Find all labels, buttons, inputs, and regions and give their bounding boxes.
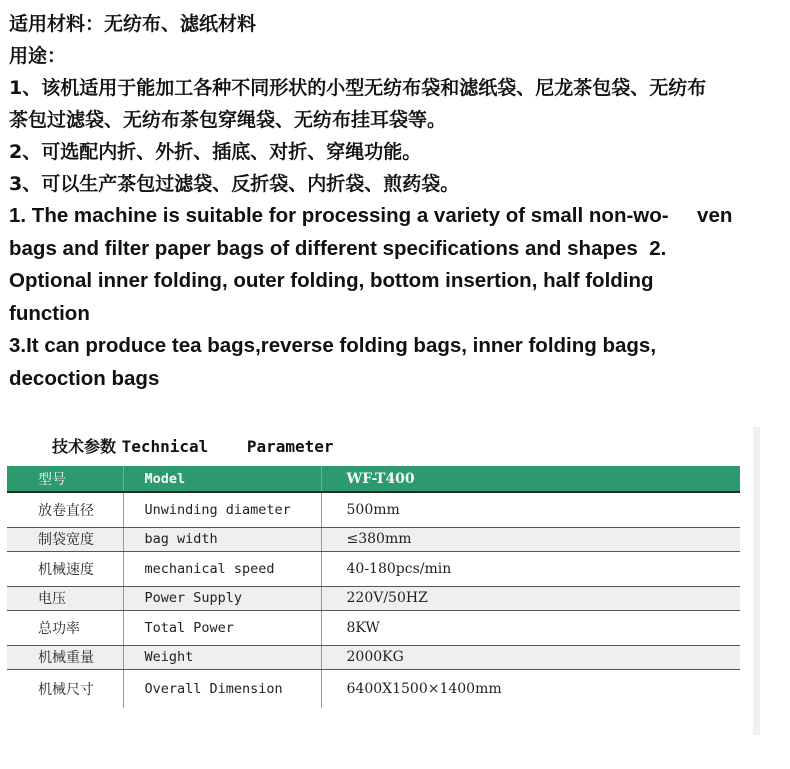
spec-row [7,527,740,551]
spec-section-title [52,434,334,457]
spec-row-en: bag width [123,527,321,551]
spec-row-en: Weight [123,645,321,669]
spec-row [7,645,740,669]
header-model-value: WF-T400 [321,466,740,492]
materials-line: 适用材料：无纺布、滤纸材料 [9,13,257,35]
english-description-line-4: function [9,301,90,325]
header-cn: 型号 [7,466,123,492]
spec-row-value: 220V/50HZ [321,586,740,610]
spec-title-en: Technical Parameter [121,437,334,456]
spec-row-value: 40-180pcs/min [321,551,740,586]
spec-row [7,492,740,527]
english-description-line-2: bags and filter paper bags of different specifications and shapes 2. [9,236,667,260]
spec-row-en: Overall Dimension [123,669,321,708]
spec-row-value: 6400X1500×1400mm [346,680,502,697]
spec-row-value: 2000KG [321,645,740,669]
usage-item-3: 3、可以生产茶包过滤袋、反折袋、内折袋、煎药袋。 [9,173,460,195]
spec-title-cn: 技术参数 [52,437,117,456]
spec-header-row [7,466,740,492]
english-description-line-1: 1. The machine is suitable for processing a variety of small non-wo- ven [9,204,733,227]
spec-row-value: 8KW [321,610,740,645]
usage-item-2: 2、可选配内折、外折、插底、对折、穿绳功能。 [9,141,422,163]
spec-row-en: Total Power [123,610,321,645]
spec-row-en: Unwinding diameter [123,492,321,527]
spec-row-cn: 总功率 [7,610,123,645]
spec-row-cn: 机械重量 [7,645,123,669]
header-en: Model [123,466,321,492]
spec-row [7,551,740,586]
spec-row-cn: 放卷直径 [7,492,123,527]
spec-row-cn: 机械速度 [7,551,123,586]
spec-row [7,586,740,610]
usage-item-1-continued: 茶包过滤袋、无纺布茶包穿绳袋、无纺布挂耳袋等。 [9,109,447,131]
spec-row-cn: 电压 [7,586,123,610]
spec-table [7,466,740,708]
spec-row-cn: 机械尺寸 [7,669,123,708]
english-description-line-3: Optional inner folding, outer folding, bottom insertion, half folding [9,269,654,292]
spec-row-en: mechanical speed [123,551,321,586]
usage-heading: 用途： [9,45,67,67]
usage-item-1: 1、该机适用于能加工各种不同形状的小型无纺布袋和滤纸袋、尼龙茶包袋、无纺布 [9,77,707,99]
spec-row [7,669,740,708]
english-description-line-6: decoction bags [9,366,160,390]
spec-row [7,610,740,645]
spec-row-cn: 制袋宽度 [7,527,123,551]
spec-row-value: 500mm [321,492,740,527]
english-description-line-5: 3.It can produce tea bags,reverse folding bags, inner folding bags, [9,334,657,357]
spec-row-en: Power Supply [123,586,321,610]
spec-row-value: ≤380mm [321,527,740,551]
product-description [9,8,784,395]
decorative-divider [753,427,760,735]
